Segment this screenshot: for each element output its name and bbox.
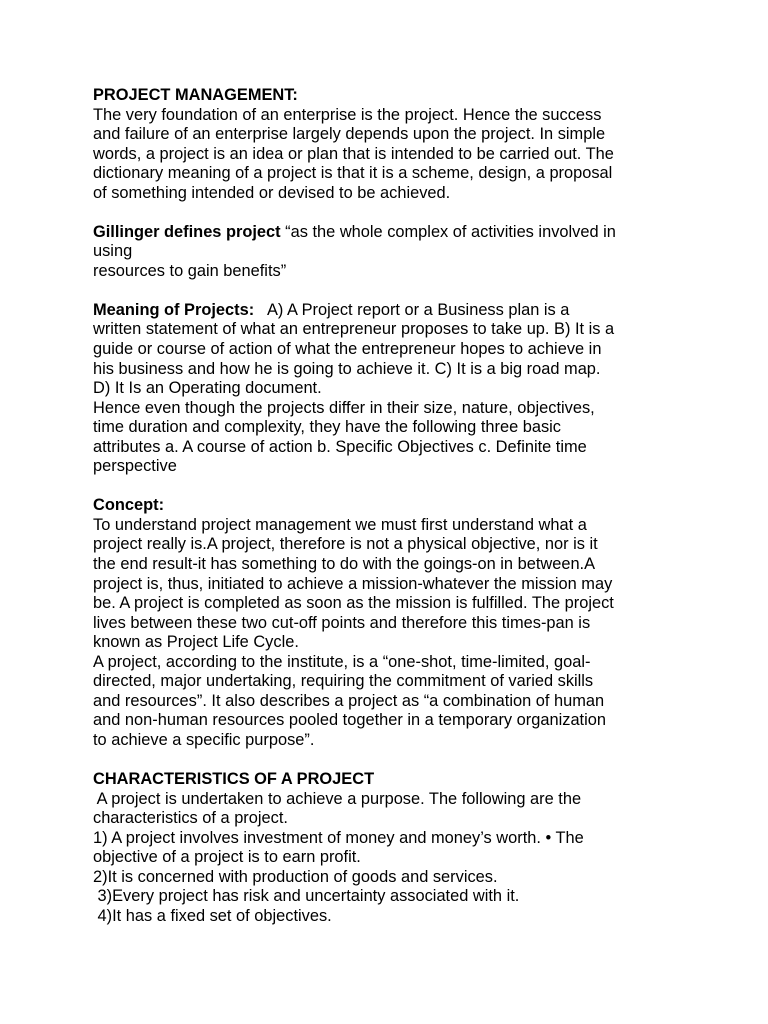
section-meaning-of-projects bbox=[93, 301, 673, 477]
paragraph-line: guide or course of action of what the entrepreneur hopes to achieve in bbox=[93, 340, 602, 359]
heading-characteristics: CHARACTERISTICS OF A PROJECT bbox=[93, 769, 375, 788]
document-page bbox=[93, 86, 673, 946]
list-item: 4)It has a fixed set of objectives. bbox=[93, 906, 332, 925]
paragraph-line: of something intended or devised to be achieved. bbox=[93, 183, 451, 202]
paragraph-line: written statement of what an entrepreneur proposes to take up. B) It is a bbox=[93, 320, 615, 339]
paragraph-line: A project, according to the institute, is a “one-shot, time-limited, goal- bbox=[93, 652, 591, 671]
heading-project-management: PROJECT MANAGEMENT: bbox=[93, 86, 298, 104]
list-item: 2)It is concerned with production of goods and services. bbox=[93, 867, 498, 886]
paragraph-line: The very foundation of an enterprise is the project. Hence the success bbox=[93, 105, 602, 124]
paragraph-line: resources to gain benefits” bbox=[93, 261, 287, 280]
paragraph-line: his business and how he is going to achieve it. C) It is a big road map. bbox=[93, 359, 601, 378]
paragraph-line: using bbox=[93, 242, 133, 261]
paragraph-line: D) It Is an Operating document. bbox=[93, 379, 322, 398]
paragraph-line: project really is.A project, therefore is not a physical objective, nor is it bbox=[93, 535, 598, 554]
paragraph-line: and resources”. It also describes a project as “a combination of human bbox=[93, 691, 605, 710]
definition-text: “as the whole complex of activities involved in bbox=[280, 222, 616, 241]
paragraph-line: directed, major undertaking, requiring the commitment of varied skills bbox=[93, 672, 594, 691]
paragraph-line: objective of a project is to earn profit. bbox=[93, 848, 361, 867]
paragraph-line: known as Project Life Cycle. bbox=[93, 633, 299, 652]
bold-lead-gillinger: Gillinger defines project bbox=[93, 222, 281, 241]
list-item: 1) A project involves investment of money and money’s worth. • The bbox=[93, 828, 584, 847]
paragraph-line: lives between these two cut-off points and therefore this times-pan is bbox=[93, 613, 591, 632]
paragraph-line: to achieve a specific purpose”. bbox=[93, 730, 315, 749]
paragraph-line: A project is undertaken to achieve a purpose. The following are the bbox=[93, 789, 582, 808]
paragraph-line: and failure of an enterprise largely depends upon the project. In simple bbox=[93, 125, 606, 144]
paragraph-line: be. A project is completed as soon as the mission is fulfilled. The project bbox=[93, 594, 614, 613]
paragraph-line: dictionary meaning of a project is that it is a scheme, design, a proposal bbox=[93, 164, 613, 183]
paragraph-line: Hence even though the projects differ in their size, nature, objectives, bbox=[93, 398, 595, 417]
section-project-management bbox=[93, 86, 673, 203]
list-item: 3)Every project has risk and uncertainty associated with it. bbox=[93, 887, 520, 906]
paragraph-line: characteristics of a project. bbox=[93, 809, 288, 828]
paragraph-line: and non-human resources pooled together in a temporary organization bbox=[93, 711, 606, 730]
paragraph-line: the end result-it has something to do with the goings-on in between.A bbox=[93, 554, 596, 573]
section-characteristics bbox=[93, 770, 673, 926]
definition-first-line bbox=[93, 223, 673, 243]
paragraph-line: To understand project management we must first understand what a bbox=[93, 515, 587, 534]
paragraph-line: perspective bbox=[93, 457, 177, 476]
paragraph-line: project is, thus, initiated to achieve a mission-whatever the mission may bbox=[93, 574, 613, 593]
paragraph-line: words, a project is an idea or plan that is intended to be carried out. The bbox=[93, 144, 614, 163]
heading-concept: Concept: bbox=[93, 496, 165, 515]
paragraph-line: time duration and complexity, they have the following three basic bbox=[93, 418, 561, 437]
bold-lead-meaning: Meaning of Projects: bbox=[93, 300, 255, 319]
section-gillinger-definition bbox=[93, 223, 673, 282]
paragraph-line: attributes a. A course of action b. Specific Objectives c. Definite time bbox=[93, 437, 587, 456]
section-concept bbox=[93, 496, 673, 750]
meaning-first-line bbox=[93, 301, 673, 321]
meaning-text: A) A Project report or a Business plan is a bbox=[254, 300, 570, 319]
